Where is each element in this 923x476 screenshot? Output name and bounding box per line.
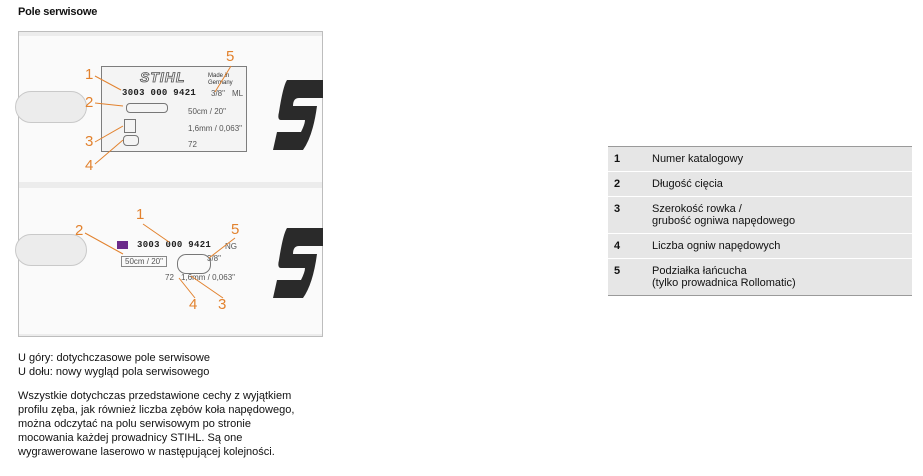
caption-line-1: U góry: dotychczasowe pole serwisowe: [18, 352, 210, 364]
legend-text: [646, 259, 912, 296]
callout-3: 3: [85, 133, 94, 150]
stihl-logo: STIHL: [140, 69, 186, 85]
pitch-new: 3/8": [207, 254, 221, 263]
callout-5: 5: [226, 48, 235, 65]
legend-number: 5: [608, 259, 646, 296]
part-number-new: 3003 000 9421: [137, 240, 212, 250]
leader-lines-top: [19, 36, 322, 182]
legend-row: [608, 259, 912, 296]
legend-table: [608, 146, 912, 296]
legend-number: 2: [608, 172, 646, 197]
callout-3-new: 3: [218, 296, 227, 313]
guide-bar-new: [19, 188, 322, 334]
legend-number: 1: [608, 147, 646, 172]
legend-number: 4: [608, 234, 646, 259]
made-in-label: Made in Germany: [208, 73, 233, 86]
paragraph-line: profilu zęba, jak również liczba zębów koła napędowego,: [18, 404, 295, 416]
callout-2: 2: [85, 94, 94, 111]
paragraph-line: mocowania każdej prowadnicy STIHL. Są one: [18, 432, 243, 444]
service-field-figure: [18, 31, 323, 337]
legend-text: [646, 172, 912, 197]
gauge-new: 1,6mm / 0,063": [181, 273, 235, 282]
callout-1-new: 1: [136, 206, 145, 223]
callout-5-new: 5: [231, 221, 240, 238]
legend-text: [646, 147, 912, 172]
legend-line: grubość ogniwa napędowego: [652, 215, 796, 227]
leader-lines-bottom: [19, 188, 322, 334]
length-value: 50cm / 20": [188, 107, 226, 116]
suffix-new: NG: [225, 242, 237, 251]
legend-line: Podziałka łańcucha: [652, 265, 747, 277]
caption-line-2: U dołu: nowy wygląd pola serwisowego: [18, 366, 210, 378]
legend-line: (tylko prowadnica Rollomatic): [652, 277, 796, 289]
legend-text: [646, 197, 912, 234]
paragraph-line: Wszystkie dotychczas przedstawione cechy z wyjątkiem: [18, 390, 292, 402]
part-number: 3003 000 9421: [122, 88, 197, 98]
legend-number: 3: [608, 197, 646, 234]
legend-line: Szerokość rowka /: [652, 203, 742, 215]
legend-line: Liczba ogniw napędowych: [652, 240, 781, 252]
legend-line: Numer katalogowy: [652, 153, 744, 165]
length-value-new: 50cm / 20": [121, 256, 167, 267]
callout-4: 4: [85, 157, 94, 174]
legend-row: [608, 197, 912, 234]
legend-text: [646, 234, 912, 259]
callout-2-new: 2: [75, 222, 84, 239]
links-new: 72: [165, 273, 174, 282]
pitch-suffix: ML: [232, 89, 244, 98]
callout-4-new: 4: [189, 296, 198, 313]
callout-1: 1: [85, 66, 94, 83]
guide-bar-old: [19, 36, 322, 182]
page-title: Pole serwisowe: [18, 6, 98, 18]
links-value: 72: [188, 140, 197, 149]
gauge-value: 1,6mm / 0,063": [188, 124, 242, 133]
paragraph-line: wygrawerowane laserowo w następującej kolejności.: [18, 446, 275, 458]
paragraph-line: można odczytać na polu serwisowym po stronie: [18, 418, 251, 430]
figure-caption: [18, 351, 210, 379]
legend-row: [608, 234, 912, 259]
legend-row: [608, 172, 912, 197]
legend-row: [608, 147, 912, 172]
description-paragraph: [18, 389, 294, 459]
pitch-value: 3/8": [211, 89, 225, 98]
legend-line: Długość cięcia: [652, 178, 723, 190]
